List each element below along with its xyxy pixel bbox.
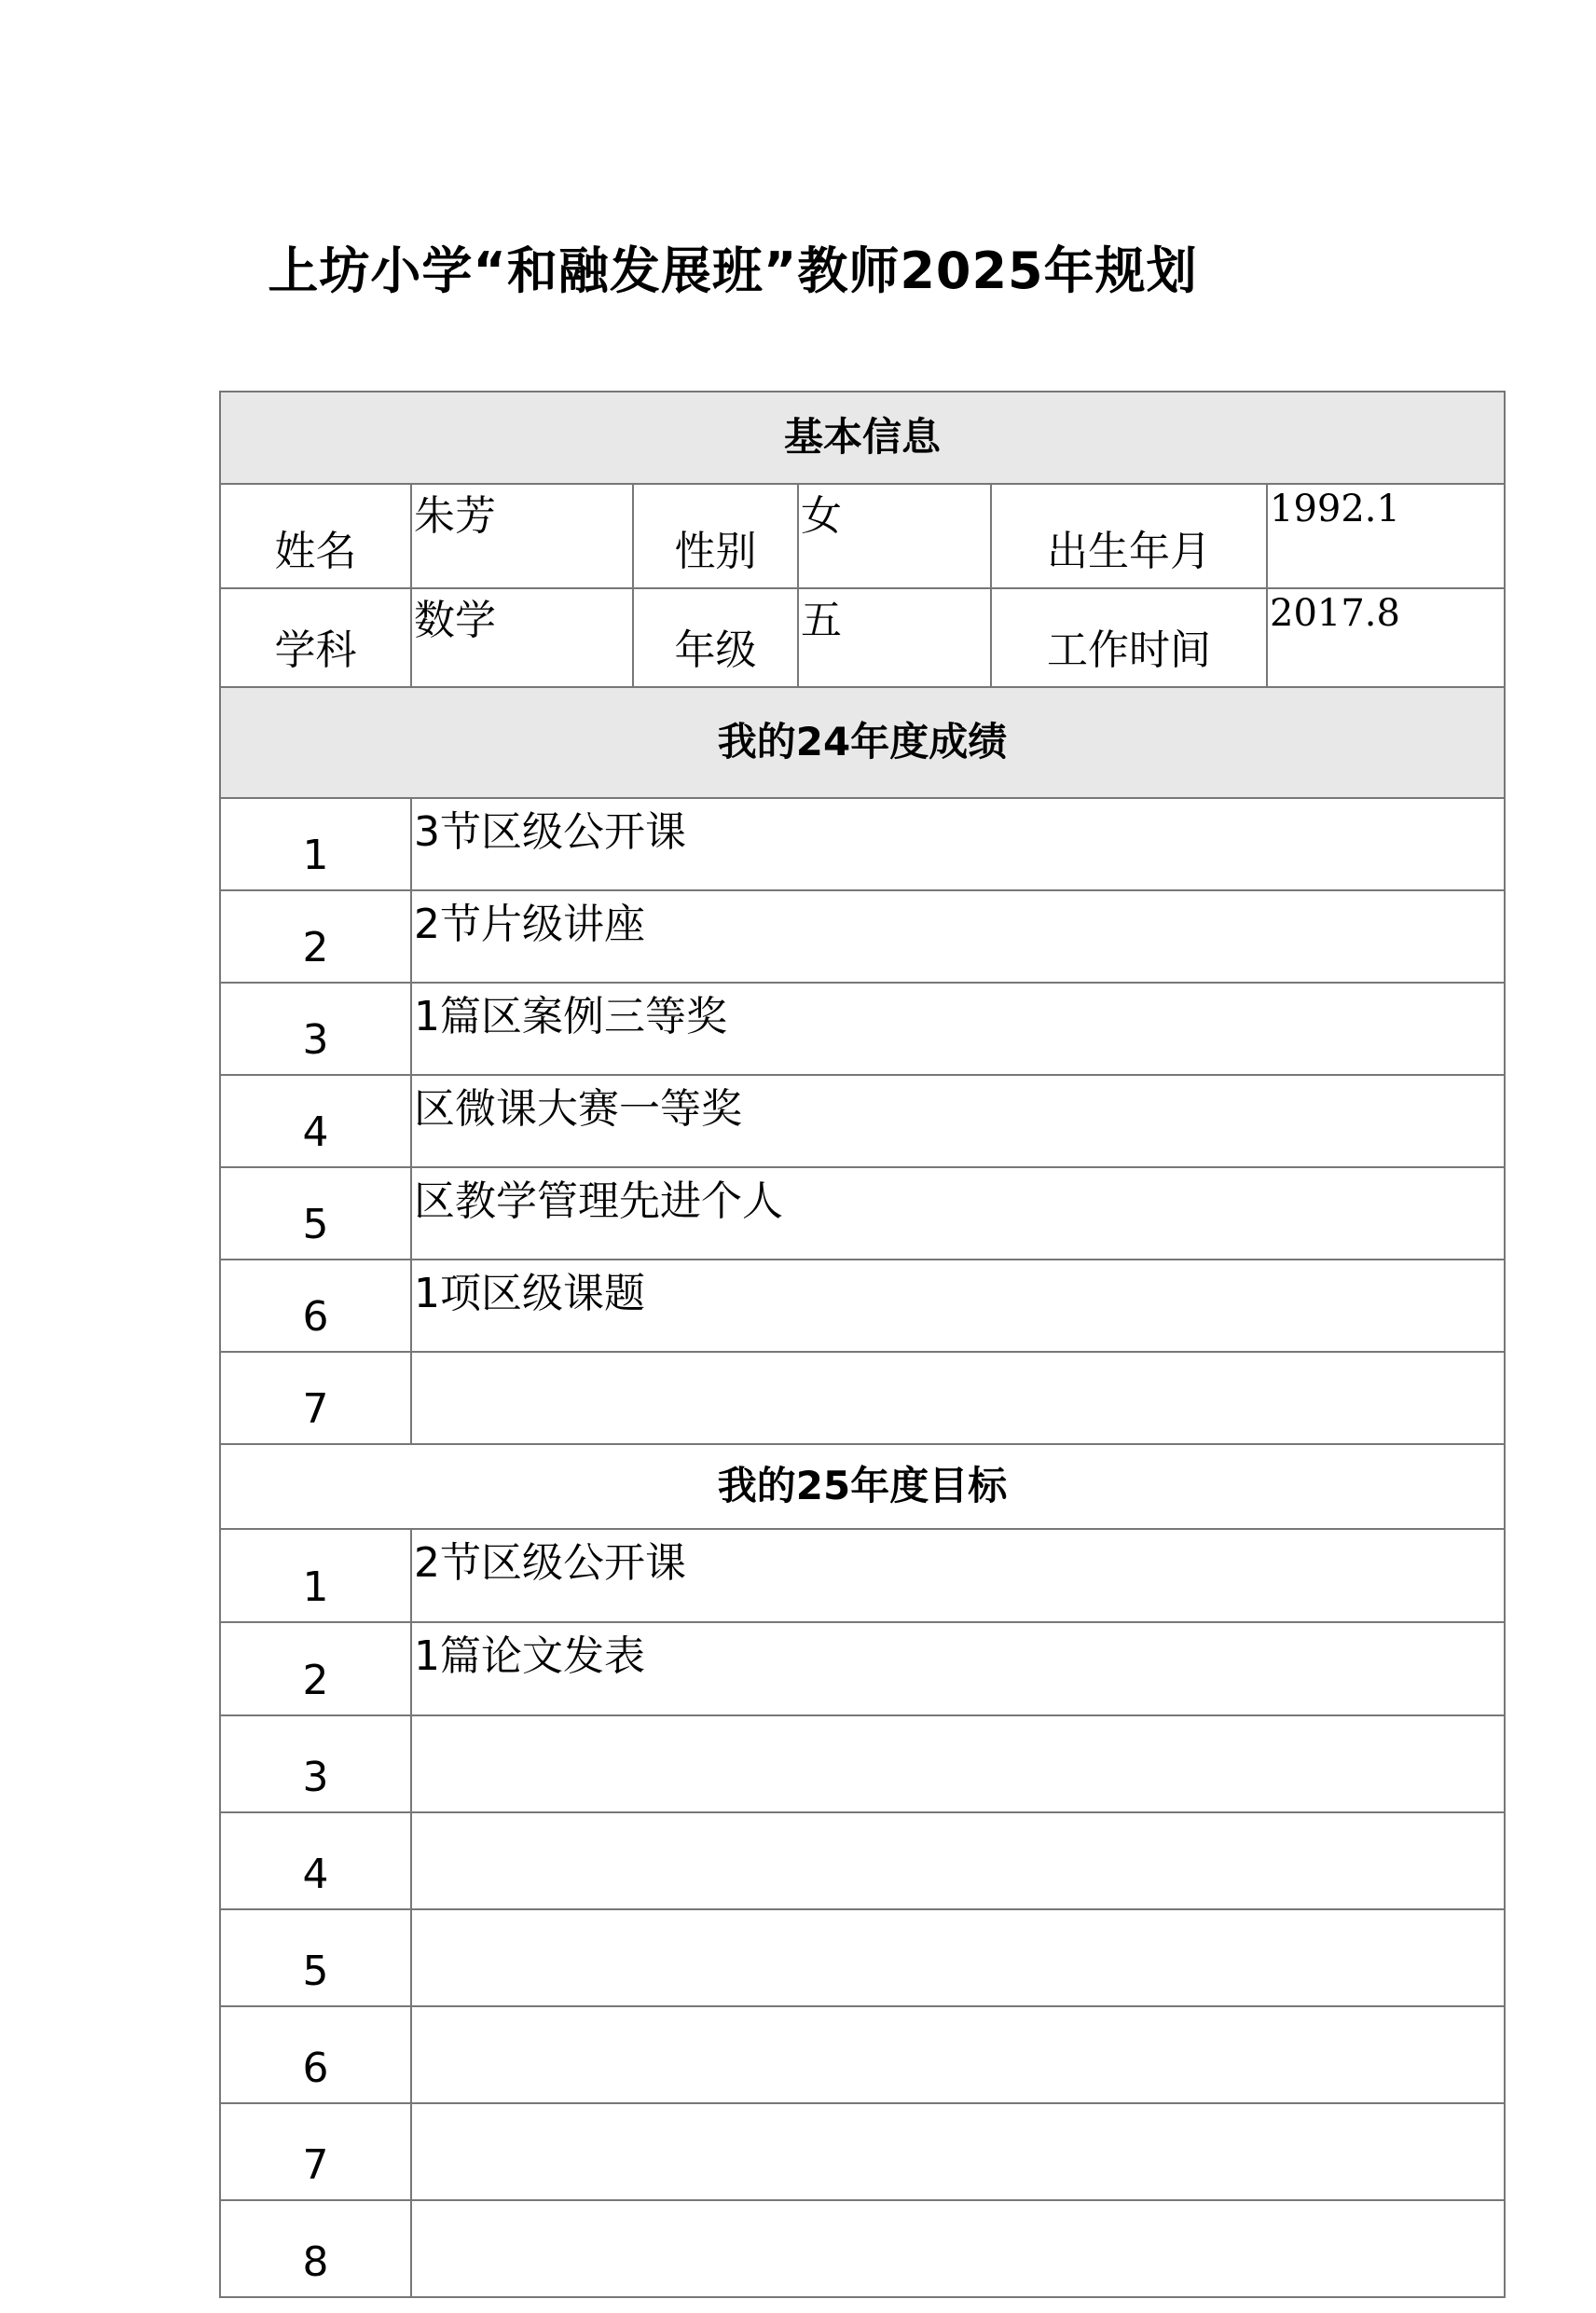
row-number: 1 — [220, 1529, 411, 1622]
achievement-item: 1项区级课题 — [411, 1260, 1505, 1352]
basic-info-header-row — [220, 392, 1505, 484]
basic-info-row-2 — [220, 588, 1505, 687]
row-number: 3 — [220, 983, 411, 1075]
goals-heading: 我的25年度目标 — [220, 1444, 1505, 1529]
achievement-item — [411, 1352, 1505, 1444]
achievement-item: 区微课大赛一等奖 — [411, 1075, 1505, 1167]
name-value: 朱芳 — [411, 484, 633, 588]
achievement-item: 区教学管理先进个人 — [411, 1167, 1505, 1260]
subject-value: 数学 — [411, 588, 633, 687]
goal-item — [411, 2103, 1505, 2200]
achievements-header-row — [220, 687, 1505, 798]
page-title: 上坊小学“和融发展班”教师2025年规划 — [268, 241, 1198, 300]
row-number: 4 — [220, 1812, 411, 1909]
achievements-heading: 我的24年度成绩 — [220, 687, 1505, 798]
table-row — [220, 1167, 1505, 1260]
row-number: 6 — [220, 2006, 411, 2103]
table-row — [220, 798, 1505, 890]
gender-value: 女 — [798, 484, 991, 588]
row-number: 1 — [220, 798, 411, 890]
goal-item: 2节区级公开课 — [411, 1529, 1505, 1622]
table-row — [220, 1715, 1505, 1812]
table-row — [220, 1260, 1505, 1352]
table-row — [220, 983, 1505, 1075]
gender-label: 性别 — [633, 484, 798, 588]
goal-item: 1篇论文发表 — [411, 1622, 1505, 1715]
row-number: 8 — [220, 2200, 411, 2297]
table-row — [220, 1529, 1505, 1622]
row-number: 7 — [220, 2103, 411, 2200]
goal-item — [411, 1812, 1505, 1909]
table-row — [220, 890, 1505, 983]
table-row — [220, 1075, 1505, 1167]
row-number: 6 — [220, 1260, 411, 1352]
work-time-label: 工作时间 — [991, 588, 1267, 687]
row-number: 2 — [220, 1622, 411, 1715]
name-label: 姓名 — [220, 484, 411, 588]
goal-item — [411, 1909, 1505, 2006]
table-row — [220, 1622, 1505, 1715]
birth-label: 出生年月 — [991, 484, 1267, 588]
row-number: 7 — [220, 1352, 411, 1444]
grade-value: 五 — [798, 588, 991, 687]
achievement-item: 3节区级公开课 — [411, 798, 1505, 890]
subject-label: 学科 — [220, 588, 411, 687]
table-row — [220, 1352, 1505, 1444]
birth-value: 1992.1 — [1267, 484, 1505, 588]
row-number: 5 — [220, 1167, 411, 1260]
achievement-item: 1篇区案例三等奖 — [411, 983, 1505, 1075]
row-number: 4 — [220, 1075, 411, 1167]
basic-info-row-1 — [220, 484, 1505, 588]
table-row — [220, 1909, 1505, 2006]
table-row — [220, 2006, 1505, 2103]
basic-info-heading: 基本信息 — [220, 392, 1505, 484]
row-number: 3 — [220, 1715, 411, 1812]
plan-table — [219, 391, 1506, 2298]
table-row — [220, 1812, 1505, 1909]
grade-label: 年级 — [633, 588, 798, 687]
goal-item — [411, 1715, 1505, 1812]
work-time-value: 2017.8 — [1267, 588, 1505, 687]
goals-header-row — [220, 1444, 1505, 1529]
achievement-item: 2节片级讲座 — [411, 890, 1505, 983]
goal-item — [411, 2006, 1505, 2103]
table-row — [220, 2103, 1505, 2200]
row-number: 2 — [220, 890, 411, 983]
goal-item — [411, 2200, 1505, 2297]
row-number: 5 — [220, 1909, 411, 2006]
table-row — [220, 2200, 1505, 2297]
